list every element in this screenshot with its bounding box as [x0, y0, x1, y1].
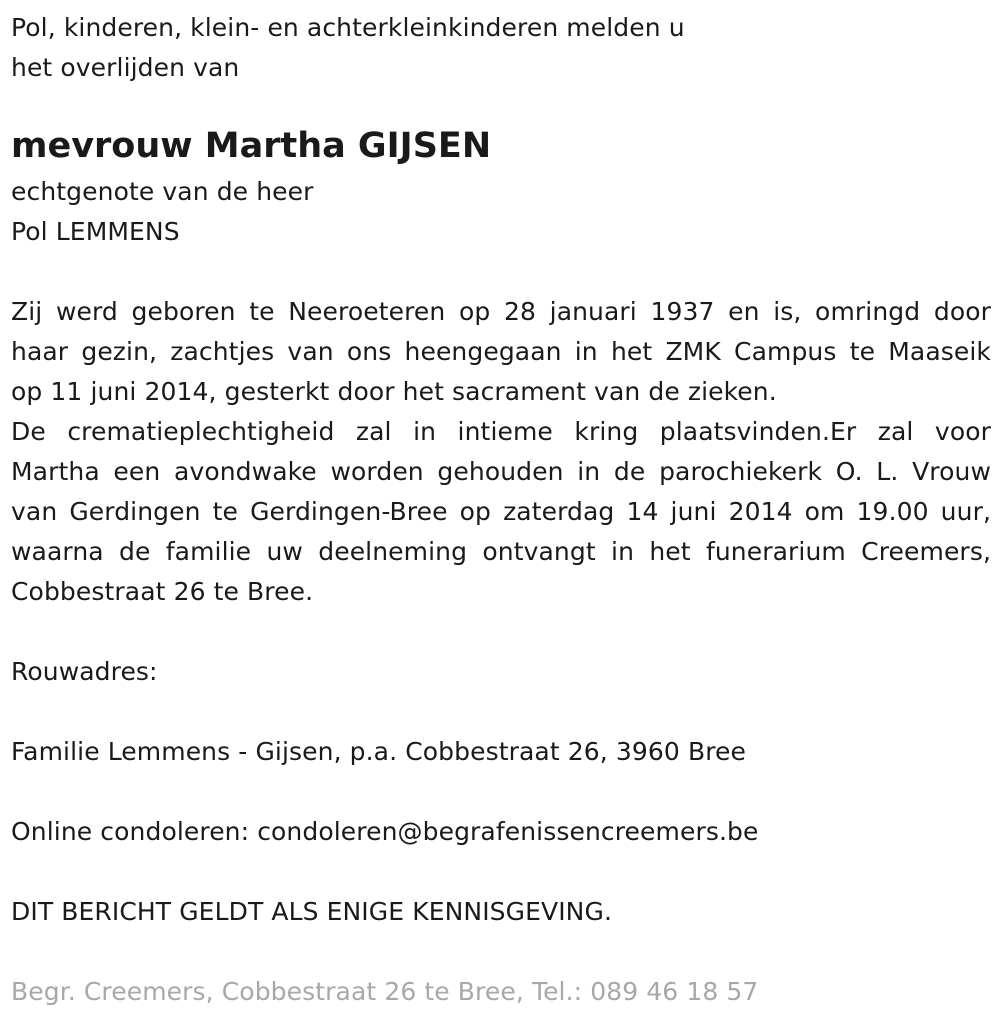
spacer [11, 772, 991, 812]
deceased-name: mevrouw Martha GIJSEN [11, 126, 492, 166]
condolences-email-link[interactable]: condoleren@begrafenissencreemers.be [257, 817, 759, 846]
intro-line-1: Pol, kinderen, klein- en achterkleinkinderen melden u [11, 13, 685, 42]
spacer [11, 692, 991, 732]
body-line: Martha een avondwake worden gehouden in de parochiekerk O. L. Vrouw [11, 457, 991, 486]
body-line: Zij werd geboren te Neeroeteren op 28 januari 1937 en is, omringd door [11, 297, 991, 326]
spacer [11, 932, 991, 972]
condolences-label: Online condoleren: [11, 817, 258, 846]
body-line: van Gerdingen te Gerdingen-Bree op zaterdag 14 juni 2014 om 19.00 uur, [11, 497, 991, 526]
relation-line-1: echtgenote van de heer [11, 177, 314, 206]
spacer [11, 612, 991, 652]
mourning-address-label: Rouwadres: [11, 657, 158, 686]
body-paragraph [11, 292, 991, 612]
mourning-address: Familie Lemmens - Gijsen, p.a. Cobbestraat 26, 3960 Bree [11, 737, 746, 766]
body-line: waarna de familie uw deelneming ontvangt in het funerarium Creemers, [11, 537, 991, 566]
footer-text: Begr. Creemers, Cobbestraat 26 te Bree, Tel.: 089 46 18 57 [11, 977, 759, 1006]
condolences-line [11, 812, 991, 852]
body-line: op 11 juni 2014, gesterkt door het sacrament van de zieken. [11, 377, 777, 406]
body-line: haar gezin, zachtjes van ons heengegaan in het ZMK Campus te Maaseik [11, 337, 991, 366]
spacer [11, 852, 991, 892]
body-line: Cobbestraat 26 te Bree. [11, 577, 314, 606]
body-line: De crematieplechtigheid zal in intieme kring plaatsvinden.Er zal voor [11, 417, 991, 446]
intro-line-2: het overlijden van [11, 53, 240, 82]
relation-line-2: Pol LEMMENS [11, 217, 180, 246]
spacer [11, 252, 991, 292]
obituary-notice [11, 8, 991, 1012]
notice-text: DIT BERICHT GELDT ALS ENIGE KENNISGEVING. [11, 897, 612, 926]
